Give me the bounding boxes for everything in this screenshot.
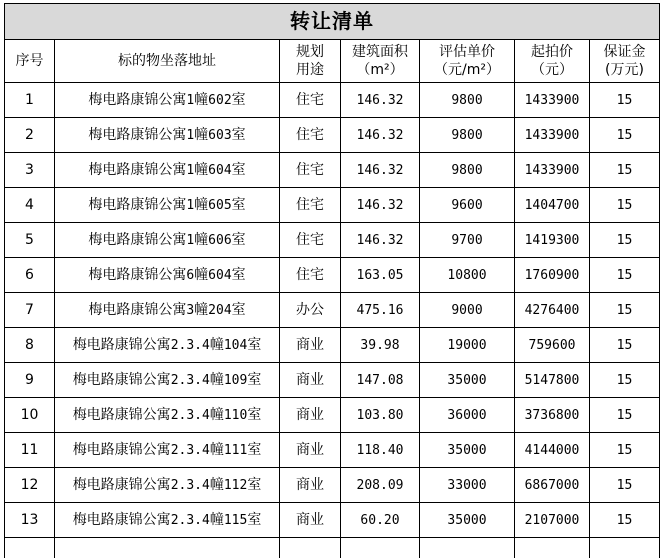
table-row xyxy=(5,188,660,223)
cell-area: 147.08 xyxy=(341,363,420,398)
header-use-line1: 规划 xyxy=(280,43,340,61)
cell-unit-price: 35000 xyxy=(420,363,515,398)
address-building-unit: 幢 xyxy=(194,127,208,143)
address-room-unit: 室 xyxy=(232,197,246,213)
address-prefix: 梅电路康锦公寓 xyxy=(88,232,186,248)
cell-area: 146.32 xyxy=(341,118,420,153)
cell-unit-price: 9700 xyxy=(420,223,515,258)
cell-unit-price: 35000 xyxy=(420,503,515,538)
cell-use: 商业 xyxy=(280,398,341,433)
header-area-line1: 建筑面积 xyxy=(341,43,419,61)
address-prefix: 梅电路康锦公寓 xyxy=(73,442,171,458)
cell-area: 60.20 xyxy=(341,503,420,538)
cell-address xyxy=(55,503,280,538)
address-room-unit: 室 xyxy=(247,442,261,458)
cell-start-price: 1419300 xyxy=(515,223,590,258)
address-prefix: 梅电路康锦公寓 xyxy=(88,197,186,213)
cell-area: 103.80 xyxy=(341,398,420,433)
cell-use: 商业 xyxy=(280,363,341,398)
table-row xyxy=(5,223,660,258)
cell-unit-price: 9800 xyxy=(420,153,515,188)
address-room-unit: 室 xyxy=(232,162,246,178)
cell-deposit: 15 xyxy=(590,223,660,258)
address-room-unit: 室 xyxy=(247,512,261,528)
cell-index: 7 xyxy=(5,293,55,328)
cell-deposit: 15 xyxy=(590,83,660,118)
cell-deposit: 15 xyxy=(590,188,660,223)
cell-index: 10 xyxy=(5,398,55,433)
cell-use: 住宅 xyxy=(280,223,341,258)
address-prefix: 梅电路康锦公寓 xyxy=(88,302,186,318)
cell-unit-price: 9800 xyxy=(420,83,515,118)
cell-area: 146.32 xyxy=(341,83,420,118)
address-prefix: 梅电路康锦公寓 xyxy=(88,127,186,143)
table-row xyxy=(5,468,660,503)
header-area-line2: （m²） xyxy=(341,61,419,79)
cell-address xyxy=(55,398,280,433)
cell-area: 163.05 xyxy=(341,258,420,293)
header-row xyxy=(5,40,660,83)
cell-deposit: 15 xyxy=(590,433,660,468)
header-deposit xyxy=(590,40,660,83)
cell-index: 2 xyxy=(5,118,55,153)
address-room: 603 xyxy=(208,128,231,143)
address-building-unit: 幢 xyxy=(210,372,224,388)
cell-address xyxy=(55,118,280,153)
cell-index: 5 xyxy=(5,223,55,258)
cell-address xyxy=(55,328,280,363)
sheet-title: 转让清单 xyxy=(5,4,660,40)
header-start-price-line2: （元） xyxy=(515,61,589,79)
empty-cell xyxy=(55,538,280,558)
cell-address xyxy=(55,363,280,398)
table-row xyxy=(5,83,660,118)
address-room-unit: 室 xyxy=(232,232,246,248)
cell-deposit: 15 xyxy=(590,503,660,538)
table-row xyxy=(5,503,660,538)
cell-address xyxy=(55,153,280,188)
address-building: 6 xyxy=(186,268,194,283)
address-prefix: 梅电路康锦公寓 xyxy=(88,267,186,283)
address-prefix: 梅电路康锦公寓 xyxy=(88,92,186,108)
cell-area: 118.40 xyxy=(341,433,420,468)
cell-start-price: 1404700 xyxy=(515,188,590,223)
address-building-unit: 幢 xyxy=(210,407,224,423)
cell-use: 住宅 xyxy=(280,153,341,188)
cell-address xyxy=(55,468,280,503)
cell-use: 商业 xyxy=(280,468,341,503)
address-room: 104 xyxy=(224,338,247,353)
cell-unit-price: 10800 xyxy=(420,258,515,293)
header-unit-price-line2: （元/m²） xyxy=(420,61,514,79)
cell-index: 9 xyxy=(5,363,55,398)
address-room: 606 xyxy=(208,233,231,248)
address-prefix: 梅电路康锦公寓 xyxy=(88,162,186,178)
cell-index: 6 xyxy=(5,258,55,293)
cell-address xyxy=(55,293,280,328)
address-building: 1 xyxy=(186,163,194,178)
address-prefix: 梅电路康锦公寓 xyxy=(73,407,171,423)
empty-cell xyxy=(341,538,420,558)
address-building-unit: 幢 xyxy=(194,197,208,213)
address-building: 2.3.4 xyxy=(171,373,210,388)
cell-use: 商业 xyxy=(280,433,341,468)
empty-cell xyxy=(590,538,660,558)
table-row xyxy=(5,258,660,293)
table-row xyxy=(5,293,660,328)
table-row xyxy=(5,363,660,398)
cell-index: 8 xyxy=(5,328,55,363)
cell-area: 39.98 xyxy=(341,328,420,363)
address-room: 204 xyxy=(208,303,231,318)
cell-use: 住宅 xyxy=(280,258,341,293)
cell-start-price: 4276400 xyxy=(515,293,590,328)
cell-address xyxy=(55,433,280,468)
header-address: 标的物坐落地址 xyxy=(55,40,280,83)
address-room: 604 xyxy=(208,268,231,283)
cell-area: 475.16 xyxy=(341,293,420,328)
header-start-price xyxy=(515,40,590,83)
address-room: 109 xyxy=(224,373,247,388)
address-room-unit: 室 xyxy=(247,372,261,388)
address-prefix: 梅电路康锦公寓 xyxy=(73,512,171,528)
address-building: 1 xyxy=(186,233,194,248)
cell-start-price: 2107000 xyxy=(515,503,590,538)
cell-start-price: 5147800 xyxy=(515,363,590,398)
cell-unit-price: 35000 xyxy=(420,433,515,468)
address-building-unit: 幢 xyxy=(194,302,208,318)
cell-unit-price: 36000 xyxy=(420,398,515,433)
cell-use: 办公 xyxy=(280,293,341,328)
table-row xyxy=(5,398,660,433)
cell-unit-price: 9800 xyxy=(420,118,515,153)
cell-area: 146.32 xyxy=(341,223,420,258)
cell-area: 146.32 xyxy=(341,188,420,223)
cell-unit-price: 9000 xyxy=(420,293,515,328)
address-building: 2.3.4 xyxy=(171,443,210,458)
address-building: 2.3.4 xyxy=(171,478,210,493)
address-building-unit: 幢 xyxy=(194,267,208,283)
cell-deposit: 15 xyxy=(590,328,660,363)
cell-address xyxy=(55,223,280,258)
cell-address xyxy=(55,83,280,118)
address-building: 3 xyxy=(186,303,194,318)
cell-use: 商业 xyxy=(280,328,341,363)
cell-index: 1 xyxy=(5,83,55,118)
table-row xyxy=(5,328,660,363)
cell-deposit: 15 xyxy=(590,293,660,328)
cell-use: 商业 xyxy=(280,503,341,538)
cell-start-price: 1433900 xyxy=(515,118,590,153)
address-building: 1 xyxy=(186,198,194,213)
cell-deposit: 15 xyxy=(590,468,660,503)
address-room: 605 xyxy=(208,198,231,213)
address-building: 2.3.4 xyxy=(171,338,210,353)
header-use-line2: 用途 xyxy=(280,61,340,79)
address-building-unit: 幢 xyxy=(194,232,208,248)
cell-unit-price: 9600 xyxy=(420,188,515,223)
cell-index: 3 xyxy=(5,153,55,188)
header-area xyxy=(341,40,420,83)
cell-area: 208.09 xyxy=(341,468,420,503)
empty-cell xyxy=(5,538,55,558)
cell-index: 11 xyxy=(5,433,55,468)
address-prefix: 梅电路康锦公寓 xyxy=(73,372,171,388)
header-deposit-line1: 保证金 xyxy=(590,43,659,61)
header-unit-price-line1: 评估单价 xyxy=(420,43,514,61)
cell-deposit: 15 xyxy=(590,363,660,398)
address-building: 1 xyxy=(186,128,194,143)
table-row xyxy=(5,153,660,188)
cell-area: 146.32 xyxy=(341,153,420,188)
cell-deposit: 15 xyxy=(590,118,660,153)
address-room-unit: 室 xyxy=(247,337,261,353)
cell-start-price: 3736800 xyxy=(515,398,590,433)
cell-start-price: 759600 xyxy=(515,328,590,363)
table-row-partial xyxy=(5,538,660,558)
header-index: 序号 xyxy=(5,40,55,83)
address-building-unit: 幢 xyxy=(194,162,208,178)
cell-index: 4 xyxy=(5,188,55,223)
cell-address xyxy=(55,188,280,223)
empty-cell xyxy=(515,538,590,558)
transfer-list-sheet xyxy=(4,3,664,558)
address-room-unit: 室 xyxy=(247,407,261,423)
header-deposit-line2: (万元) xyxy=(590,61,659,79)
address-building: 2.3.4 xyxy=(171,513,210,528)
cell-unit-price: 33000 xyxy=(420,468,515,503)
cell-deposit: 15 xyxy=(590,258,660,293)
table-row xyxy=(5,118,660,153)
address-room: 112 xyxy=(224,478,247,493)
address-room-unit: 室 xyxy=(247,477,261,493)
cell-deposit: 15 xyxy=(590,153,660,188)
cell-use: 住宅 xyxy=(280,188,341,223)
address-room-unit: 室 xyxy=(232,127,246,143)
title-row xyxy=(5,4,660,40)
cell-address xyxy=(55,258,280,293)
cell-unit-price: 19000 xyxy=(420,328,515,363)
address-building-unit: 幢 xyxy=(194,92,208,108)
address-building: 1 xyxy=(186,93,194,108)
cell-start-price: 1760900 xyxy=(515,258,590,293)
cell-start-price: 6867000 xyxy=(515,468,590,503)
header-unit-price xyxy=(420,40,515,83)
address-room-unit: 室 xyxy=(232,92,246,108)
cell-deposit: 15 xyxy=(590,398,660,433)
address-building-unit: 幢 xyxy=(210,477,224,493)
address-room: 602 xyxy=(208,93,231,108)
address-building-unit: 幢 xyxy=(210,512,224,528)
transfer-list-table xyxy=(4,3,660,558)
address-building-unit: 幢 xyxy=(210,442,224,458)
address-room: 115 xyxy=(224,513,247,528)
cell-start-price: 4144000 xyxy=(515,433,590,468)
address-prefix: 梅电路康锦公寓 xyxy=(73,337,171,353)
empty-cell xyxy=(280,538,341,558)
cell-start-price: 1433900 xyxy=(515,153,590,188)
address-room: 604 xyxy=(208,163,231,178)
cell-use: 住宅 xyxy=(280,83,341,118)
table-row xyxy=(5,433,660,468)
address-room: 111 xyxy=(224,443,247,458)
address-building-unit: 幢 xyxy=(210,337,224,353)
address-room: 110 xyxy=(224,408,247,423)
header-start-price-line1: 起拍价 xyxy=(515,43,589,61)
header-use xyxy=(280,40,341,83)
cell-index: 13 xyxy=(5,503,55,538)
empty-cell xyxy=(420,538,515,558)
address-building: 2.3.4 xyxy=(171,408,210,423)
address-prefix: 梅电路康锦公寓 xyxy=(73,477,171,493)
address-room-unit: 室 xyxy=(232,267,246,283)
address-room-unit: 室 xyxy=(232,302,246,318)
cell-index: 12 xyxy=(5,468,55,503)
cell-start-price: 1433900 xyxy=(515,83,590,118)
cell-use: 住宅 xyxy=(280,118,341,153)
